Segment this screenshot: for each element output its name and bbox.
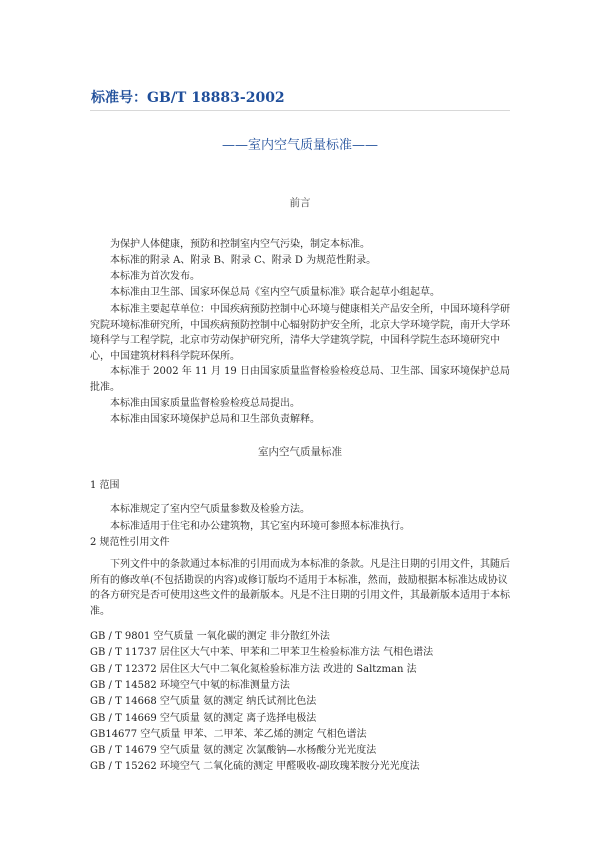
section-1-title: 1 范围 bbox=[90, 480, 120, 491]
standard-number: 标准号：GB/T 18883-2002 bbox=[91, 90, 285, 106]
reference-item: GB / T 14679 空气质量 氨的测定 次氯酸钠—水杨酸分光光度法 bbox=[90, 745, 377, 756]
foreword-paragraph: 本标准由国家质量监督检验检疫总局提出。 bbox=[110, 398, 300, 409]
reference-item: GB / T 14669 空气质量 氨的测定 离子选择电极法 bbox=[90, 713, 317, 724]
foreword-paragraph: 本标准由卫生部、国家环保总局《室内空气质量标准》联合起草小组起草。 bbox=[110, 287, 440, 298]
foreword-paragraph: 本标准由国家环境保护总局和卫生部负责解释。 bbox=[110, 414, 320, 425]
foreword-paragraph: 本标准于 2002 年 11 月 19 日由国家质量监督检验检疫总局、卫生部、国家环境保护总局批准。 bbox=[90, 366, 510, 393]
foreword-heading: 前言 bbox=[289, 197, 311, 209]
scope-paragraph: 本标准规定了室内空气质量参数及检验方法。 bbox=[110, 504, 310, 515]
foreword-paragraph: 本标准主要起草单位：中国疾病预防控制中心环境与健康相关产品安全所，中国环境科学研究院环境标准研究所，中国疾病预防控制中心辐射防护安全所，北京大学环境学院，南开大学环境科学与工程学院，北京市劳动保护研究所，清华大学建筑学院，中国科学院生态环境研究中心，中国建筑材料科学院环保所。 bbox=[90, 304, 510, 362]
foreword-paragraph: 为保护人体健康，预防和控制室内空气污染，制定本标准。 bbox=[110, 239, 370, 250]
foreword-paragraph: 本标准的附录 A、附录 B、附录 C、附录 D 为规范性附录。 bbox=[110, 255, 377, 266]
reference-item: GB / T 14582 环境空气中氡的标准测量方法 bbox=[90, 680, 290, 691]
foreword-paragraph: 本标准为首次发布。 bbox=[110, 271, 200, 282]
reference-item: GB / T 12372 居住区大气中二氧化氮检验标准方法 改进的 Saltzman 法 bbox=[90, 664, 417, 675]
section-2-title: 2 规范性引用文件 bbox=[90, 537, 170, 548]
reference-item: GB / T 15262 环境空气 二氧化硫的测定 甲醛吸收-副玫瑰苯胺分光光度法 bbox=[90, 761, 420, 772]
reference-item: GB / T 11737 居住区大气中苯、甲苯和二甲苯卫生检验标准方法 气相色谱法 bbox=[90, 647, 434, 658]
document-title: ——室内空气质量标准—— bbox=[221, 138, 378, 153]
reference-item: GB / T 9801 空气质量 一氧化碳的测定 非分散红外法 bbox=[90, 631, 330, 642]
scope-paragraph: 本标准适用于住宅和办公建筑物，其它室内环境可参照本标准执行。 bbox=[110, 521, 410, 532]
reference-item: GB / T 14668 空气质量 氨的测定 纳氏试剂比色法 bbox=[90, 696, 317, 707]
body-heading: 室内空气质量标准 bbox=[258, 446, 342, 458]
reference-item: GB14677 空气质量 甲苯、二甲苯、苯乙烯的测定 气相色谱法 bbox=[90, 729, 367, 740]
header-divider bbox=[90, 110, 510, 111]
references-intro: 下列文件中的条款通过本标准的引用而成为本标准的条款。凡是注日期的引用文件，其随后所有的修改单(不包括勘误的内容)或修订版均不适用于本标准，然而，鼓励根据本标准达成协议的各方研究是否可使用这些文件的最新版本。凡是不注日期的引用文件，其最新版本适用于本标准。 bbox=[90, 559, 510, 617]
